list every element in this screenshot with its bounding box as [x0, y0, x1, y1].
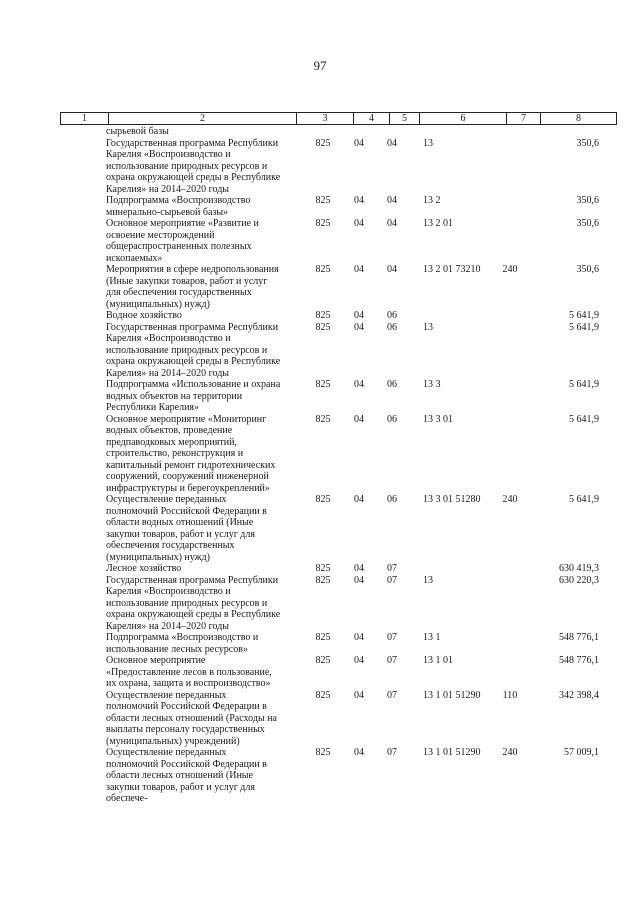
row-target-article	[407, 126, 493, 138]
row-name: Основное мероприятие «Развитие и освоение месторождений общераспространенных полезных ископаемых»	[106, 218, 259, 264]
row-subsection: 04	[387, 137, 397, 149]
row-name: Лесное хозяйство	[106, 563, 182, 574]
row-expense-type	[493, 414, 527, 495]
row-name: Государственная программа Республики Карелия «Воспроизводство и использование природных ресурсов и охрана окружающей среды в Республике Карелия» на 2014–2020 годы	[106, 321, 281, 379]
row-expense-type	[493, 655, 527, 690]
row-section: 04	[354, 689, 364, 701]
row-section: 04	[354, 379, 364, 390]
row-section: 04	[354, 494, 364, 505]
table-row	[60, 575, 617, 633]
row-code: 825	[315, 379, 331, 390]
row-section: 04	[354, 195, 364, 206]
row-section: 04	[354, 632, 364, 643]
table-row	[60, 138, 617, 196]
row-target-article: 13 3 01 51280	[423, 494, 481, 505]
row-subsection: 07	[387, 563, 397, 574]
header-col-2: 2	[109, 113, 297, 124]
table-row	[60, 322, 617, 380]
row-subsection	[377, 126, 407, 138]
row-target-article: 13 2 01	[423, 218, 453, 229]
table-row	[60, 218, 617, 264]
row-amount: 57 009,1	[564, 747, 599, 758]
row-target-article: 13 2	[423, 195, 441, 206]
row-code: 825	[315, 310, 331, 321]
table-row	[60, 195, 617, 218]
row-code: 825	[315, 747, 331, 758]
row-subsection: 07	[387, 574, 397, 586]
row-section: 04	[354, 310, 364, 321]
row-subsection: 06	[387, 310, 397, 321]
row-expense-type	[493, 575, 527, 633]
row-section: 04	[354, 655, 364, 666]
row-amount: 548 776,1	[559, 632, 599, 643]
row-amount: 5 641,9	[569, 379, 599, 390]
row-name: Подпрограмма «Воспроизводство минерально-сырьевой базы»	[106, 195, 251, 218]
row-section: 04	[354, 413, 364, 425]
row-code	[283, 126, 341, 138]
row-section: 04	[354, 574, 364, 586]
row-target-article	[407, 563, 493, 575]
row-subsection: 06	[387, 413, 397, 425]
table-row	[60, 310, 617, 322]
row-amount	[527, 126, 617, 138]
row-name: Государственная программа Республики Карелия «Воспроизводство и использование природных ресурсов и охрана окружающей среды в Республике Карелия» на 2014–2020 годы	[106, 574, 281, 632]
row-code: 825	[315, 689, 331, 701]
row-target-article: 13 1	[423, 632, 441, 643]
table-header	[60, 112, 617, 125]
row-code: 825	[315, 413, 331, 425]
row-subsection: 07	[387, 747, 397, 758]
row-amount: 342 398,4	[559, 689, 599, 701]
row-target-article: 13 2 01 73210	[423, 264, 481, 275]
row-amount: 5 641,9	[569, 321, 599, 333]
table-row	[60, 414, 617, 495]
row-expense-type	[493, 632, 527, 655]
row-code: 825	[315, 321, 331, 333]
row-amount: 630 220,3	[559, 574, 599, 586]
row-section: 04	[354, 321, 364, 333]
row-section	[341, 126, 377, 138]
row-section: 04	[354, 137, 364, 149]
row-subsection: 07	[387, 689, 397, 701]
row-subsection: 04	[387, 218, 397, 229]
row-name: Мероприятия в сфере недропользования (Иные закупки товаров, работ и услуг для обеспечения государственных (муниципальных) нужд)	[106, 264, 279, 310]
row-expense-type	[493, 310, 527, 322]
header-col-6: 6	[420, 113, 507, 124]
row-code: 825	[315, 632, 331, 643]
row-expense-type: 240	[502, 494, 518, 505]
row-subsection: 06	[387, 494, 397, 505]
row-code: 825	[315, 655, 331, 666]
page-number: 97	[313, 58, 327, 73]
row-target-article: 13 1 01	[423, 655, 453, 666]
row-target-article: 13 1 01 51290	[423, 747, 481, 758]
row-subsection: 06	[387, 379, 397, 390]
row-code: 825	[315, 218, 331, 229]
table-row	[60, 632, 617, 655]
row-section: 04	[354, 563, 364, 574]
row-name: Водное хозяйство	[106, 310, 182, 321]
table-row	[60, 379, 617, 414]
table-row	[60, 690, 617, 748]
row-expense-type: 240	[502, 264, 518, 275]
row-expense-type	[493, 322, 527, 380]
table-row	[60, 655, 617, 690]
header-col-5: 5	[390, 113, 420, 124]
row-amount: 350,6	[576, 218, 599, 229]
row-code: 825	[315, 563, 331, 574]
row-amount: 350,6	[576, 195, 599, 206]
row-code: 825	[315, 137, 331, 149]
row-expense-type	[493, 195, 527, 218]
row-amount: 5 641,9	[569, 494, 599, 505]
header-col-3: 3	[297, 113, 354, 124]
row-name: Подпрограмма «Воспроизводство и использование лесных ресурсов»	[106, 632, 259, 655]
row-name: Основное мероприятие «Предоставление лесов в пользование, их охрана, защита и воспроизводство»	[106, 655, 272, 689]
table-row	[60, 747, 617, 805]
row-name: Осуществление переданных полномочий Российской Федерации в области лесных отношений (Иные закупки товаров, работ и услуг для обеспече-	[106, 747, 267, 804]
row-expense-type	[493, 563, 527, 575]
row-expense-type	[493, 138, 527, 196]
row-code: 825	[315, 264, 331, 275]
row-target-article	[407, 310, 493, 322]
row-subsection: 04	[387, 264, 397, 275]
row-code: 825	[315, 494, 331, 505]
row-expense-type: 240	[502, 747, 518, 758]
header-col-1: 1	[61, 113, 109, 124]
row-subsection: 07	[387, 655, 397, 666]
row-expense-type	[493, 218, 527, 264]
row-section: 04	[354, 264, 364, 275]
row-code: 825	[315, 574, 331, 586]
header-col-4: 4	[354, 113, 390, 124]
row-amount: 5 641,9	[569, 310, 599, 321]
row-section: 04	[354, 747, 364, 758]
row-name: Осуществление переданных полномочий Российской Федерации в области лесных отношений (Расходы на выплаты персоналу государственных (муниципальных) учреждений)	[106, 689, 277, 747]
row-target-article: 13 3 01	[423, 413, 453, 425]
row-section: 04	[354, 218, 364, 229]
table-row	[60, 494, 617, 563]
row-subsection: 04	[387, 195, 397, 206]
row-name: Подпрограмма «Использование и охрана водных объектов на территории Республики Карелия»	[106, 379, 281, 413]
row-amount: 548 776,1	[559, 655, 599, 666]
table-row	[60, 563, 617, 575]
header-col-7: 7	[507, 113, 541, 124]
row-expense-type	[493, 126, 527, 138]
row-amount: 350,6	[576, 137, 599, 149]
row-subsection: 06	[387, 321, 397, 333]
row-name: Основное мероприятие «Мониторинг водных объектов, проведение предпаводковых мероприятий, строительство, реконструкция и капитальный ремонт гидротехнических сооружений, сооружений инженерной инфраструктуры и берегоукреплений»	[106, 413, 276, 494]
row-name: Государственная программа Республики Карелия «Воспроизводство и использование природных ресурсов и охрана окружающей среды в Республике Карелия» на 2014–2020 годы	[106, 137, 281, 195]
row-subsection: 07	[387, 632, 397, 643]
row-code: 825	[315, 195, 331, 206]
row-amount: 5 641,9	[569, 413, 599, 425]
row-name: Осуществление переданных полномочий Российской Федерации в области водных отношений (Иные закупки товаров, работ и услуг для обеспечения государственных (муниципальных) нужд)	[106, 494, 267, 563]
table-body	[60, 126, 617, 805]
table-row	[60, 126, 617, 138]
row-target-article: 13	[423, 321, 433, 333]
header-col-8: 8	[576, 113, 581, 124]
row-name: сырьевой базы	[106, 126, 169, 137]
row-amount: 630 419,3	[559, 563, 599, 574]
row-expense-type: 110	[502, 689, 518, 701]
table-row	[60, 264, 617, 310]
row-target-article: 13	[423, 574, 433, 586]
row-target-article: 13 1 01 51290	[423, 689, 481, 701]
row-target-article: 13	[423, 137, 433, 149]
row-amount: 350,6	[576, 264, 599, 275]
row-expense-type	[493, 379, 527, 414]
row-target-article: 13 3	[423, 379, 441, 390]
